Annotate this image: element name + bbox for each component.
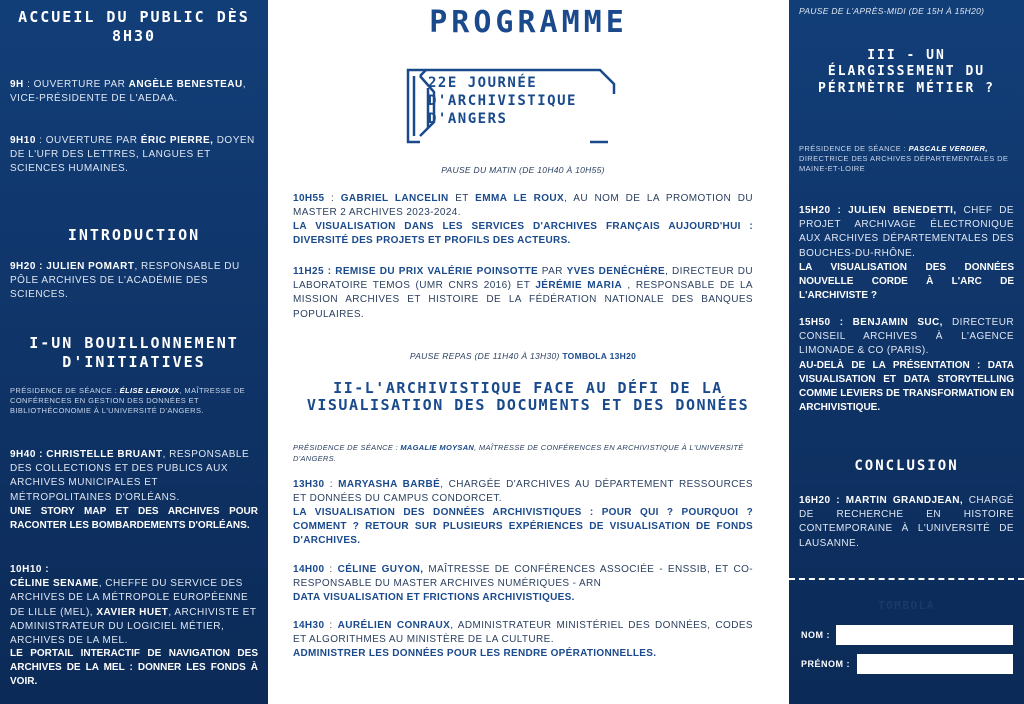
section-1-title: I-UN BOUILLONNEMENT D'INITIATIVES <box>29 334 239 371</box>
welcome-item-2: 9H10 : OUVERTURE PAR ÉRIC PIERRE, DOYEN DE L'UFR DES LETTRES, LANGUES ET SCIENCES HUMAINES. <box>10 135 255 175</box>
prenom-input[interactable] <box>857 654 1013 674</box>
middle-column <box>268 0 789 704</box>
intro-title: INTRODUCTION <box>67 226 201 244</box>
talk-conraux-title: ADMINISTRER LES DONNÉES POUR LES RENDRE OPÉRATIONNELLES. <box>293 648 657 659</box>
nom-label: NOM : <box>801 630 830 640</box>
talk-suc-title: AU-DELÀ DE LA PRÉSENTATION : DATA VISUALISATION ET DATA STORYTELLING COMME LEVIERS DE TRANSFORMATION EN ARCHIVISTIQUE. <box>799 360 1014 413</box>
section-3-presidency: PRÉSIDENCE DE SÉANCE : PASCALE VERDIER, DIRECTRICE DES ARCHIVES DÉPARTEMENTALES DE MAINE-ET-LOIRE <box>799 144 1009 174</box>
page-title: PROGRAMME <box>429 5 628 40</box>
talk-benedetti: 15H20 : JULIEN BENEDETTI, CHEF DE PROJET ARCHIVAGE ÉLECTRONIQUE AUX ARCHIVES DÉPARTEMENTALES DES BOUCHES-DU-RHÔNE. <box>799 205 1014 259</box>
talk-sename-huet-title: LE PORTAIL INTERACTIF DE NAVIGATION DES ARCHIVES DE LA MEL : DONNER LES FONDS À VOIR. <box>10 648 258 687</box>
section-2-title: II-L'ARCHIVISTIQUE FACE AU DÉFI DE LA VISUALISATION DES DOCUMENTS ET DES DONNÉES <box>306 379 750 415</box>
pause-morning: PAUSE DU MATIN (DE 10H40 À 10H55) <box>441 165 605 175</box>
tombola-form <box>789 578 1024 704</box>
talk-barbe-title: LA VISUALISATION DES DONNÉES ARCHIVISTIQUES : POUR QUI ? POURQUOI ? COMMENT ? RETOUR SUR PLUSIEURS EXPÉRIENCES DE VISUALISATION DE FONDS D'ARCHIVES. <box>293 507 753 547</box>
welcome-title: ACCUEIL DU PUBLIC DÈS 8H30 <box>18 8 250 45</box>
pause-afternoon: PAUSE DE L'APRÈS-MIDI (DE 15H À 15H20) <box>799 6 985 16</box>
prenom-label: PRÉNOM : <box>801 659 850 669</box>
prenom-row <box>801 654 1013 674</box>
intro-item: 9H20 : JULIEN POMART, RESPONSABLE DU PÔLE ARCHIVES DE L'ACADÉMIE DES SCIENCES. <box>10 261 240 301</box>
talk-sename-huet: 10H10 : CÉLINE SENAME, CHEFFE DU SERVICE DES ARCHIVES DE LA MÉTROPOLE EUROPÉENNE DE LILLE (MEL), XAVIER HUET, ARCHIVISTE ET ADMINISTRATEUR DU LOGICIEL MÉTIER, ARCHIVES DE LA MEL. <box>10 564 257 646</box>
talk-guyon: 14H00 : CÉLINE GUYON, MAÎTRESSE DE CONFÉRENCES ASSOCIÉE - ENSSIB, ET CO-RESPONSABLE DU MASTER ARCHIVES NUMÉRIQUES - ARN <box>293 564 753 590</box>
pause-lunch: PAUSE REPAS (DE 11H40 À 13H30) TOMBOLA 13H20 <box>409 351 637 361</box>
talk-barbe: 13H30 : MARYASHA BARBÉ, CHARGÉE D'ARCHIVES AU DÉPARTEMENT RESSOURCES ET DONNÉES DU CAMPUS CONDORCET. <box>293 479 753 505</box>
talk-bruant: 9H40 : CHRISTELLE BRUANT, RESPONSABLE DES COLLECTIONS ET DES PUBLICS AUX ARCHIVES MUNICIPALES ET MÉTROPOLITAINES D'ORLÉANS. <box>10 449 250 503</box>
logo-text: 22E JOURNÉE D'ARCHIVISTIQUE D'ANGERS <box>428 75 577 128</box>
talk-bruant-title: UNE STORY MAP ET DES ARCHIVES POUR RACONTER LES BOMBARDEMENTS D'ORLÉANS. <box>10 506 258 531</box>
section-3-title: III - UN ÉLARGISSEMENT DU PÉRIMÈTRE MÉTIER ? <box>818 48 995 96</box>
talk-guyon-title: DATA VISUALISATION ET FRICTIONS ARCHIVISTIQUES. <box>293 592 575 603</box>
conclusion-talk: 16H20 : MARTIN GRANDJEAN, CHARGÉ DE RECHERCHE EN HISTOIRE CONTEMPORAINE À L'UNIVERSITÉ DE LAUSANNE. <box>799 495 1014 549</box>
nom-input[interactable] <box>836 625 1013 645</box>
nom-row <box>801 625 1013 645</box>
talk-lancelin-leroux: 10H55 : GABRIEL LANCELIN ET EMMA LE ROUX, AU NOM DE LA PROMOTION DU MASTER 2 ARCHIVES 2023-2024. <box>293 193 753 219</box>
prize-ceremony: 11H25 : REMISE DU PRIX VALÉRIE POINSOTTE PAR YVES DENÉCHÈRE, DIRECTEUR DU LABORATOIRE TEMOS (UMR CNRS 2016) ET JÉRÉMIE MARIA , RESPONSABLE DE LA MISSION ARCHIVES ET HISTOIRE DE LA FÉDÉRATION NATIONALE DES BANQUES POPULAIRES. <box>293 266 753 320</box>
tombola-title: TOMBOLA <box>878 599 935 612</box>
talk-lancelin-leroux-title: LA VISUALISATION DANS LES SERVICES D'ARCHIVES FRANÇAIS AUJOURD'HUI : DIVERSITÉ DES PROJETS ET PROFILS DES ACTEURS. <box>293 221 753 247</box>
welcome-item-1: 9H : OUVERTURE PAR ANGÈLE BENESTEAU, VICE-PRÉSIDENTE DE L'AEDAA. <box>10 79 247 105</box>
section-2-presidency: PRÉSIDENCE DE SÉANCE : MAGALIE MOYSAN, MAÎTRESSE DE CONFÉRENCES EN ARCHIVISTIQUE À L'UNIVERSITÉ D'ANGERS. <box>293 443 744 463</box>
talk-benedetti-title: LA VISUALISATION DES DONNÉES NOUVELLE CORDE À L'ARC DE L'ARCHIVISTE ? <box>799 262 1014 301</box>
talk-suc: 15H50 : BENJAMIN SUC, DIRECTEUR CONSEIL ARCHIVES À L'AGENCE LIMONADE & CO (PARIS). <box>799 317 1014 357</box>
left-column <box>0 0 268 704</box>
conclusion-title: CONCLUSION <box>854 458 959 474</box>
section-1-presidency: PRÉSIDENCE DE SÉANCE : ÉLISE LEHOUX, MAÎTRESSE DE CONFÉRENCES EN GESTION DES DONNÉES ET BIBLIOTHÉCONOMIE À L'UNIVERSITÉ D'ANGERS. <box>10 386 246 416</box>
talk-conraux: 14H30 : AURÉLIEN CONRAUX, ADMINISTRATEUR MINISTÉRIEL DES DONNÉES, CODES ET ALGORITHMES AU MINISTÈRE DE LA CULTURE. <box>293 620 753 646</box>
